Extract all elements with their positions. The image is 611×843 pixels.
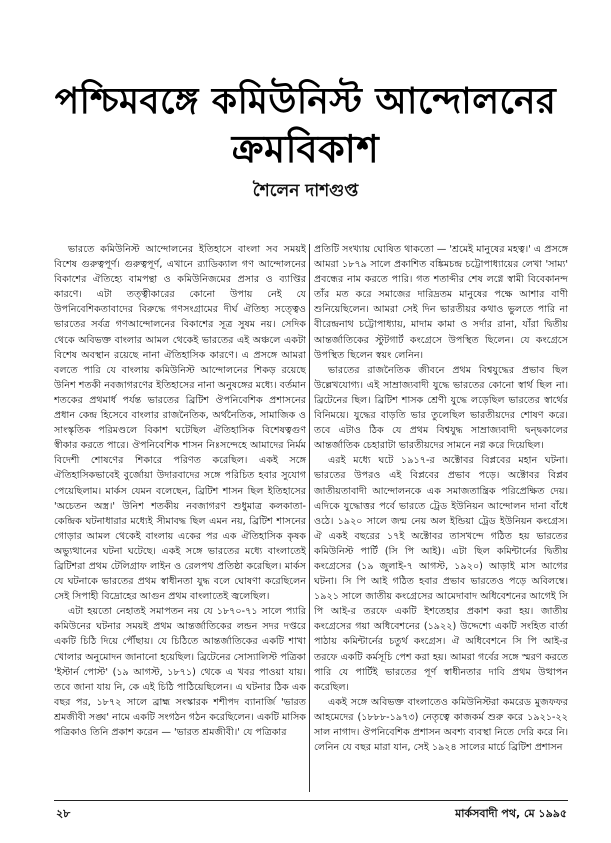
paragraph: একই সঙ্গে অবিভক্ত বাংলাতেও কমিউনিস্টরা কমরেড মুজফফর আহমেদের (১৮৮৮-১৯৭৩) নেতৃত্বে কাজকর্ম শুরু করে ১৯২১-২২ সাল নাগাদ। ঔপনিবেশিক প্রশাসন অবশ্য ব্যবস্থা নিতে দেরি করে নি। লেনিন যে বছর মারা যান, সেই ১৯২৪ সালের মার্চে ব্রিটিশ প্রশাসন — [314, 696, 568, 754]
journal-citation: মার্কসবাদী পথ, মে ১৯৯৫ — [455, 807, 567, 820]
paragraph: ভারতে কমিউনিস্ট আন্দোলনের ইতিহাসে বাংলা সব সময়ই বিশেষ গুরুত্বপূর্ণ। গুরুত্বপূর্ণ, এখানে র‍্যাডিক্যাল গণ আন্দোলনের বিকাশের ঐতিহ্যে বামপন্থা ও কমিউনিজমের প্রসার ও ব্যাপ্তির কারণে। এটা তত্ত্বীকারের কোনো উপায় নেই যে উপনিবেশিকতাবাদের বিরুদ্ধে গণসংগ্রামের দীর্ঘ ঐতিহ্য সত্ত্বেও ভারতের সর্বত্র গণআন্দোলনের বিকাশের সূত্র সুষম নয়। সেদিক থেকে অবিভক্ত বাংলার আমল থেকেই ভারতের এই অঞ্চলে একটা বিশেষ অবস্থান রয়েছে নানা ঐতিহাসিক কারণে। এ প্রসঙ্গে আমরা বলতে পারি যে বাংলায় কমিউনিস্ট আন্দোলনের শিকড় রয়েছে উনিশ শতকী নবজাগরণের ইতিহাসের নানা অনুষঙ্গের মধ্যে। বর্তমান শতকের প্রথমার্ধ পর্যন্ত ভারতের ব্রিটিশ ঔপনিবেশিক প্রশাসনের প্রধান কেন্দ্র হিসেবে বাংলার রাজনৈতিক, অর্থনৈতিক, সামাজিক ও সাংস্কৃতিক পরিমণ্ডলে বিকাশ ঘটেছিল ঐতিহাসিক বিশেষত্বগুণ স্বীকার করতে পারে। ঔপনিবেশিক শাসন নিঃসন্দেহে আমাদের নির্মম বিদেশী শোষণের শিকারে পরিণত করেছিল। একই সঙ্গে ঐতিহাসিকভাবেই বুর্জোয়া উদারবাদের সঙ্গে পরিচিত হবার সুযোগ পেয়েছিলাম। মার্কস যেমন বলেছেন, ব্রিটিশ শাসন ছিল ইতিহাসের 'অচেতন অস্ত্র।' উনিশ শতকীয় নবজাগরণ শুধুমাত্র কলকাতা-কেন্দ্রিক ঘটনাধারার মধ্যেই সীমাবদ্ধ ছিল এমন নয়, ব্রিটিশ শাসনের গোড়ার আমল থেকেই বাংলায় একের পর এক ঐতিহাসিক কৃষক অভ্যুত্থানের ঘটনা ঘটেছে। একই সঙ্গে ভারতের মধ্যে বাংলাতেই ব্রিটিশরা প্রথম টেলিগ্রাফ লাইন ও রেলপথ প্রতিষ্ঠা করেছিল। মার্কস যে ঘটনাকে ভারতের প্রথম স্বাধীনতা যুদ্ধ বলে ঘোষণা করেছিলেন সেই সিপাহী বিদ্রোহের আগুন প্রথম বাংলাতেই জ্বলেছিল। — [54, 244, 306, 603]
paragraph: ভারতের রাজনৈতিক জীবনে প্রথম বিশ্বযুদ্ধের প্রভাব ছিল উল্লেখযোগ্য। এই সাম্রাজ্যবাদী যুদ্ধে ভারতের কোনো স্বার্থ ছিল না। ব্রিটেনের ছিল। ব্রিটিশ শাসক শ্রেণী যুদ্ধে লড়েছিল ভারতের স্বার্থের বিনিময়ে। যুদ্ধের বাড়তি ভার তুলেছিল ভারতীয়দের শোষণ করে। তবে এটাও ঠিক যে প্রথম বিশ্বযুদ্ধ সাম্রাজ্যবাদী দ্বন্দ্বকালের আন্তর্জাতিক চেহারাটা ভারতীয়দের সামনে নগ্ন করে দিয়েছিল। — [314, 364, 568, 452]
column-divider — [309, 244, 310, 792]
author-name: শৈলেন দাশগুপ্ত — [252, 181, 359, 201]
article-title-line-1: পশ্চিমবঙ্গে কমিউনিস্ট আন্দোলনের — [54, 81, 557, 122]
page-number: ২৮ — [56, 807, 71, 820]
footer-rule — [54, 800, 568, 801]
article-title-line-2: ক্রমবিকাশ — [231, 127, 380, 171]
paragraph: এরই মধ্যে ঘটে ১৯১৭-র অক্টোবর বিপ্লবের মহান ঘটনা। ভারতের উপরও এই বিপ্লবের প্রভাব পড়ে। অক্টোবর বিপ্লব জাতীয়তাবাদী আন্দোলনকে এক সমাজতান্ত্রিক পরিপ্রেক্ষিত দেয়। এদিকে যুদ্ধোত্তর পর্বে ভারতে ট্রেড ইউনিয়ন আন্দোলন দানা বাঁধে ওঠে। ১৯২০ সালে জন্ম নেয় অল ইন্ডিয়া ট্রেড ইউনিয়ন কংগ্রেস। ঐ একই বছরের ১৭ই অক্টোবর তাসখন্দে গঠিত হয় ভারতের কমিউনিস্ট পার্টি (সি পি আই)। এটা ছিল কমিন্টার্নের দ্বিতীয় কংগ্রেসের (১৯ জুলাই-৭ আগস্ট, ১৯২০) আড়াই মাস আগের ঘটনা। সি পি আই গঠিত হবার প্রভাব ভারতেও পড়ে অবিলম্বে। ১৯২১ সালে জাতীয় কংগ্রেসের আমেদাবাদ অধিবেশনের আগেই সি পি আই-র তরফে একটি ইশতেহার প্রকাশ করা হয়। জাতীয় কংগ্রেসের গয়া অধিবেশনের (১৯২২) উদ্দেশ্যে একটি সংহিত বার্তা পাঠায় কমিন্টার্নের চতুর্থ কংগ্রেস। ঐ অধিবেশনে সি পি আই-র তরফে একটি কর্মসূচি পেশ করা হয়। আমরা গর্বের সঙ্গে স্মরণ করতে পারি যে পার্টিই ভারতের পূর্ণ স্বাধীনতার দাবি প্রথম উত্থাপন করেছিল। — [314, 455, 568, 693]
left-column — [54, 242, 306, 790]
paragraph: প্রতিটি সংখ্যায় ঘোষিত থাকতো — 'শ্রমেই মানুষের মহত্ব।' এ প্রসঙ্গে আমরা ১৮৭৯ সালে প্রকাশিত বঙ্কিমচন্দ্র চট্টোপাধ্যায়ের লেখা 'সাম্য' প্রবন্ধের নাম করতে পারি। গত শতাব্দীর শেষ লগ্নে স্বামী বিবেকানন্দ তাঁর মত করে সমাজের দারিদ্রতম মানুষের পক্ষে আশার বাণী শুনিয়েছিলেন। আমরা সেই দিন ভারতীয়র কথাও ভুলতে পারি না বীরেন্দ্রনাথ চট্টোপাধ্যায়, মাদাম কামা ও সর্দার রানা, যাঁরা দ্বিতীয় আন্তর্জাতিকের স্টুটগার্ট কংগ্রেসে উপস্থিত ছিলেন। যে কংগ্রেসে উপস্থিত ছিলেন স্বয়ং লেনিন। — [314, 244, 568, 361]
paragraph: এটা হয়তো নেহাতই সমাপতন নয় যে ১৮৭০-৭১ সালে প্যারি কমিউনের ঘটনার সময়ই প্রথম আন্তর্জাতিকের লন্ডন সদর দপ্তরে একটি চিঠি দিয়ে পৌঁছায়। যে চিঠিতে আন্তর্জাতিকের একটি শাখা খোলার অনুমোদন জানানো হয়েছিল। ব্রিটেনের সোস্যালিস্ট পত্রিকা 'ইস্টার্ন পোস্ট' (১৯ আগস্ট, ১৮৭১) থেকে এ খবর পাওয়া যায়। তবে জানা যায় নি, কে এই চিঠি পাঠিয়েছিলেন। এ ঘটনার ঠিক এক বছর পর, ১৮৭২ সালে ব্রাহ্ম সংস্কারক শশীপদ ব্যানার্জি 'ভারত শ্রমজীবী সঙ্ঘ' নামে একটি সংগঠন গঠন করেছিলেন। একটি মাসিক পত্রিকাও তিনি প্রকাশ করেন — 'ভারত শ্রমজীবী।' যে পত্রিকার — [54, 606, 306, 738]
right-column — [314, 242, 568, 790]
